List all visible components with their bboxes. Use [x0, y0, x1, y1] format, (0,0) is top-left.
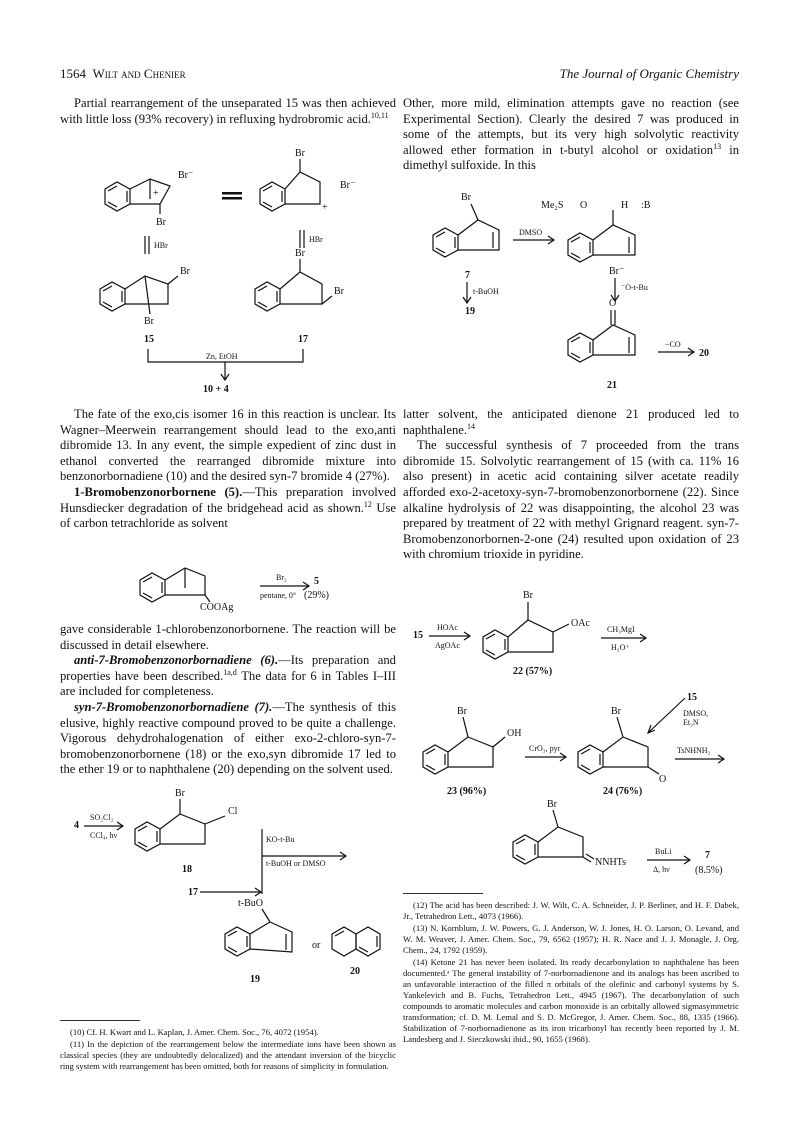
left-p3-text: —This preparation involved Hunsdiecker degradation of the bridgehead acid as shown. — [60, 484, 396, 515]
footnote-13: (13) N. Kornblum, J. W. Powers, G. J. Anderson, W. J. Jones, H. O. Larson, O. Levand, and W. M. Weaver, J. Amer. Chem. Soc., 79, 6562 (1957); H. R. Nace and J. J. Monagle, J. Org. Chem., 24, 1792 (1959). — [403, 923, 739, 955]
left-p5-text: —Its preparation and properties have been described. — [60, 653, 396, 683]
br-2: Br — [295, 148, 305, 159]
label-17b: 17 — [188, 887, 198, 898]
dmso-2: DMSO, — [683, 709, 709, 718]
scheme-rearrangement — [60, 144, 396, 394]
et3n: Et₃N — [683, 718, 699, 727]
kotbu: KO-t-Bu — [266, 835, 295, 844]
structure-18 — [135, 799, 225, 851]
label-7: 7 — [465, 270, 470, 281]
cation-structure-2 — [260, 159, 320, 211]
right-para-1 — [403, 96, 739, 174]
left-p6-head: syn-7-Bromobenzonorbornadiene (7). — [74, 699, 273, 714]
br-24: Br — [611, 706, 621, 717]
running-header-left — [60, 66, 186, 82]
or-text: or — [312, 940, 321, 951]
h-label: H — [621, 200, 629, 211]
label-17: 17 — [298, 334, 308, 345]
footnote-14: (14) Ketone 21 has never been isolated. Its ready decarbonylation to naphthalene has been documented.ᵃ The general instability of 7-norbornadienone and its analogs has been ascribed to an unfavorable interaction of the filled π orbitals of the olefinic and carbonyl systems by S. Yankelevich and B. Fuchs, Tetrahedron Lett., 4945 (1967). The decarbonylation of such compounds to aromatic molecules and carbon monoxide is an orbitally allowed sigmasymmetric transformation; cf. D. M. Lemal and S. D. McGregor, J. Amer. Chem. Soc., 88, 1335 (1966). Stabilization of 7-norbornadienone as its iron tricarbonyl has recently been reported by J. M. Landesberg and J. Sieczkowski ibid., 90, 1655 (1968). — [403, 957, 739, 1044]
left-para-3 — [60, 622, 396, 778]
label-15: 15 — [144, 334, 154, 345]
sulfoxonium-intermediate — [568, 210, 635, 262]
label-19: 19 — [250, 974, 260, 985]
plus-2: + — [322, 202, 328, 213]
hbr-1: HBr — [154, 241, 168, 250]
tbuo: t-BuO — [238, 898, 263, 909]
left-p3-ref: 12 — [363, 499, 372, 509]
structure-19 — [225, 909, 292, 956]
label-20b: 20 — [699, 348, 709, 359]
left-p3-head: 1-Bromobenzonorbornene (5). — [74, 484, 243, 499]
br-22: Br — [523, 590, 533, 601]
structure-17 — [255, 259, 332, 311]
left-p1-text: Partial rearrangement of the unseparated 15 was then achieved with little loss (93% recovery) in refluxing hydrobromic acid. — [60, 96, 396, 126]
br-17b: Br — [334, 286, 344, 297]
solvents: t-BuOH or DMSO — [266, 859, 326, 868]
left-p3b-text: Use of carbon tetrachloride as solvent — [60, 500, 397, 531]
product-5: 5 — [314, 576, 319, 587]
products-10-4: 10 + 4 — [203, 384, 229, 394]
yield-7: (8.5%) — [695, 865, 723, 876]
pentane-reagent: pentane, 0° — [260, 591, 297, 600]
footnote-10: (10) Cf. H. Kwart and L. Kaplan, J. Amer. Chem. Soc., 76, 4072 (1954). — [70, 1027, 319, 1037]
right-p1b-text: in dimethyl sulfoxide. In this — [403, 142, 739, 173]
h3o: H₃O⁺ — [611, 643, 630, 652]
base-label: :B — [641, 200, 651, 211]
minus-co: −CO — [665, 340, 681, 349]
label-19b: 19 — [465, 306, 475, 317]
right-p1-ref: 13 — [713, 141, 722, 151]
br-1: Br — [156, 217, 166, 228]
scheme-dehydrohalogenation — [60, 784, 396, 989]
left-p5-head: anti-7-Bromobenzonorbornadiene (6). — [74, 653, 279, 668]
so2cl2: SO₂Cl₂ — [90, 813, 114, 822]
yield-5: (29%) — [304, 590, 329, 601]
br-15b: Br — [144, 316, 154, 327]
author-header: Wilt and Chenier — [92, 66, 186, 81]
me2s: Me₂S — [541, 200, 564, 211]
br-hydrazone: Br — [547, 799, 557, 810]
keto-o-24: O — [659, 774, 667, 785]
br-15a: Br — [180, 266, 190, 277]
coo-ag: COOAg — [200, 602, 234, 613]
left-p2-text: The fate of the exo,cis isomer 16 in this reaction is unclear. Its Wagner–Meerwein rearrangement should lead to the exo,anti dibromide 13. In any event, the simple expedient of zinc dust in ethanol converted the rearranged dibromide mixture into benzonorbornadiene (10) and the desired syn-7 bromide 4 (27%). — [60, 407, 396, 484]
br-anion-1: Br⁻ — [178, 170, 194, 181]
otbu: ⁻O-t-Bu — [621, 283, 648, 292]
footnote-12: (12) The acid has been described: J. W. Wilt, C. A. Schneider, J. P. Berliner, and H. F. Dabek, Jr., Tetrahedron Lett., 4073 (1966). — [403, 900, 739, 921]
footnote-rule-left — [60, 1020, 140, 1021]
hbr-2: HBr — [309, 235, 323, 244]
plus-1: + — [153, 188, 159, 199]
scheme-synthesis-of-7 — [403, 582, 739, 887]
nnhts: NNHTs — [595, 857, 626, 868]
agoac: AgOAc — [435, 641, 460, 650]
silver-salt-structure — [140, 568, 210, 602]
ccl4: CCl₄, hν — [90, 831, 118, 840]
label-4: 4 — [74, 820, 79, 831]
right-p2-ref: 14 — [467, 421, 475, 431]
footnote-11: (11) In the depiction of the rearrangement below the intermediate ions have been shown as classical species (they are undoubtedly delocalized) and the attendant inversion of the bicyclic ring system with rearrangement has been omitted, both for reasons of simplicity in formulation. — [60, 1039, 396, 1071]
label-15c: 15 — [687, 692, 697, 703]
left-p4-text: gave considerable 1-chlorobenzonorbornene. The reaction will be discussed in detail elsewhere. — [60, 622, 396, 652]
o-label: O — [580, 200, 588, 211]
structure-21 — [568, 310, 635, 362]
right-p1-text: Other, more mild, elimination attempts gave no reaction (see Experimental Section). Clearly the desired 7 was produced in some of the attempts, but its very high solvolytic reactivity allowed ether formation in t-butyl alcohol or oxidation — [403, 96, 739, 157]
br2-reagent: Br₂ — [276, 573, 287, 582]
footnotes-right — [403, 900, 739, 1046]
structure-22 — [483, 602, 569, 659]
label-23: 23 (96%) — [447, 786, 487, 797]
heat-light: Δ, hν — [653, 865, 670, 874]
left-p5b-text: The data for 6 in Tables I–III are included for completeness. — [60, 668, 396, 699]
label-20: 20 — [350, 966, 360, 977]
structure-tosylhydrazone — [513, 810, 594, 864]
ch3mgi: CH₃MgI — [607, 625, 635, 634]
dmso-label: DMSO — [519, 228, 543, 237]
left-para-2 — [60, 407, 396, 532]
left-p6-text: —The synthesis of this elusive, highly reactive compound proved to be quite a challenge. Vigorous dehydrohalogenation of either exo-2-chloro-syn-7-bromobenzonorbornene (18) or the exo,syn dibromide 17 led to the ether 19 or to naphthalene (20) depending on the solvent used. — [60, 699, 396, 777]
structure-23 — [423, 717, 505, 774]
left-p5-ref: 1a,d — [223, 667, 237, 677]
structure-20-naphthalene — [332, 927, 380, 956]
br-18: Br — [175, 788, 185, 799]
label-24: 24 (76%) — [603, 786, 643, 797]
label-21: 21 — [607, 380, 617, 391]
br-7: Br — [461, 192, 471, 203]
structure-24 — [578, 717, 659, 774]
journal-name: The Journal of Organic Chemistry — [559, 66, 739, 81]
right-para-2 — [403, 407, 739, 563]
tbuoh: t-BuOH — [473, 287, 499, 296]
hoac: HOAc — [437, 623, 458, 632]
structure-7-a — [433, 204, 499, 257]
cl-18: Cl — [228, 806, 238, 817]
structure-15 — [100, 276, 178, 314]
footnote-rule-right — [403, 893, 483, 894]
br-17a: Br — [295, 248, 305, 259]
label-7b: 7 — [705, 850, 710, 861]
left-p1-ref: 10,11 — [370, 110, 389, 120]
scheme-hunsdiecker — [60, 558, 396, 613]
buli: BuLi — [655, 847, 672, 856]
label-18: 18 — [182, 864, 192, 875]
label-22: 22 (57%) — [513, 666, 553, 677]
br-23: Br — [457, 706, 467, 717]
right-p3-text: The successful synthesis of 7 proceeded from the trans dibromide 15. Solvolytic rearrangement of 15 (with ca. 11% 16 also present) in acetic acid containing silver acetate readily afforded exo-2-acetoxy-syn-7-bromobenzonorbornene (22). Since alkaline hydrolysis of 22 was disappointing, the alcohol 23 was prepared by treatment of 22 with methyl Grignard reagent. syn-7-Bromobenzonorbornen-2-one (24) resulted upon oxidation of 23 with chromium trioxide in pyridine. — [403, 438, 739, 562]
br-anion-2: Br⁻ — [340, 180, 356, 191]
footnotes-left — [60, 1027, 396, 1073]
cation-structure-1 — [105, 179, 170, 214]
scheme-dmso-oxidation — [403, 180, 739, 400]
page-number: 1564 — [60, 66, 86, 81]
zn-etoh: Zn, EtOH — [206, 352, 238, 361]
br-minus: Br⁻ — [609, 266, 625, 277]
label-15b: 15 — [413, 630, 423, 641]
tsnhnh2: TsNHNH₂ — [677, 746, 711, 755]
keto-o: O — [609, 298, 617, 309]
cro3: CrO₃, pyr — [529, 744, 561, 753]
right-p2-text: latter solvent, the anticipated dienone 21 produced led to naphthalene. — [403, 407, 739, 437]
oac: OAc — [571, 618, 590, 629]
left-para-1 — [60, 96, 396, 127]
oh: OH — [507, 728, 522, 739]
